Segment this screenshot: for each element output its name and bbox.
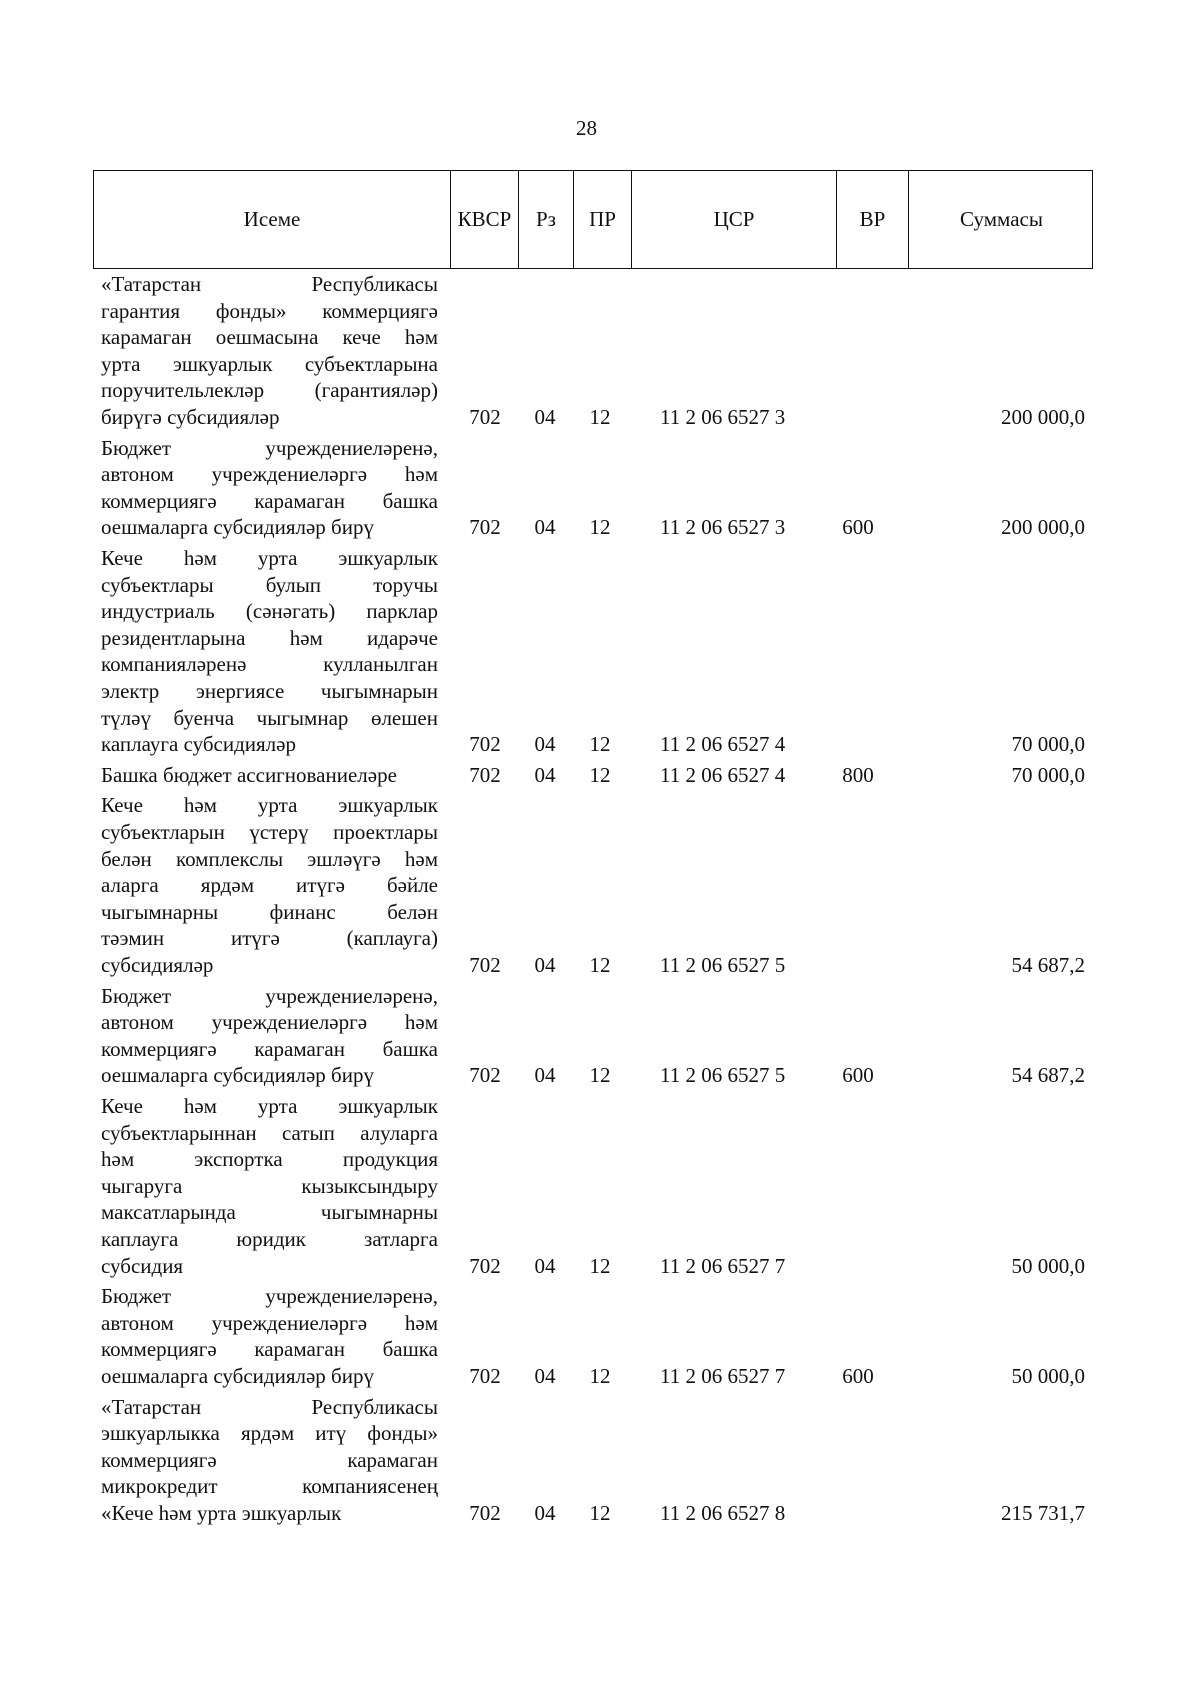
row-name-line: коммерциягә карамаган xyxy=(101,1447,438,1472)
row-name-line: Башка бюджет ассигнованиеләре xyxy=(101,762,397,787)
table-row xyxy=(93,271,1093,431)
row-name-line: түләү буенча чыгымнар өлешен xyxy=(101,705,438,730)
table-row xyxy=(93,435,1093,541)
row-kvsr: 702 xyxy=(469,1253,501,1278)
row-name-line: субъектлары булып торучы xyxy=(101,572,438,597)
row-csr: 11 2 06 6527 7 xyxy=(660,1363,786,1388)
row-sum: 50 000,0 xyxy=(1011,1363,1085,1388)
row-name xyxy=(101,545,438,758)
row-rz: 04 xyxy=(534,1063,556,1088)
row-name-line: автоном учреждениеләргә һәм xyxy=(101,462,438,487)
row-kvsr: 702 xyxy=(469,1500,501,1525)
row-name-line: Кече һәм урта эшкуарлык xyxy=(101,545,438,570)
row-csr: 11 2 06 6527 3 xyxy=(660,515,786,540)
row-rz: 04 xyxy=(534,952,556,977)
row-csr: 11 2 06 6527 5 xyxy=(660,1063,786,1088)
row-csr: 11 2 06 6527 7 xyxy=(660,1253,786,1278)
row-name-line: автоном учреждениеләргә һәм xyxy=(101,1010,438,1035)
row-name-line: чыгымнарны финанс белән xyxy=(101,899,438,924)
row-kvsr: 702 xyxy=(469,1363,501,1388)
row-name-line: компанияләренә кулланылган xyxy=(101,652,438,677)
table-row xyxy=(93,1283,1093,1389)
row-name-line: поручительлекләр (гарантияләр) xyxy=(101,378,438,403)
row-name-line: карамаган оешмасына кече һәм xyxy=(101,325,438,350)
row-sum: 54 687,2 xyxy=(1011,952,1085,977)
table-row xyxy=(93,1093,1093,1279)
row-rz: 04 xyxy=(534,1363,556,1388)
row-name-line: каплауга юридик затларга xyxy=(101,1226,438,1251)
row-csr: 11 2 06 6527 8 xyxy=(660,1500,786,1525)
row-name xyxy=(101,1283,438,1389)
table-header xyxy=(93,170,1093,269)
header-csr: ЦСР xyxy=(632,171,837,268)
row-csr: 11 2 06 6527 4 xyxy=(660,732,786,757)
row-pr: 12 xyxy=(589,405,611,429)
row-csr: 11 2 06 6527 5 xyxy=(660,952,786,977)
header-pr: ПР xyxy=(574,171,632,268)
header-name: Исеме xyxy=(94,171,451,268)
row-name-line: Бюджет учреждениеләренә, xyxy=(101,1284,438,1309)
row-rz: 04 xyxy=(534,732,556,757)
table-body xyxy=(93,271,1093,1527)
row-name-line: белән комплекслы эшләүгә һәм xyxy=(101,846,438,871)
row-name-line: оешмаларга субсидияләр бирү xyxy=(101,1363,374,1388)
row-sum: 70 000,0 xyxy=(1011,762,1085,787)
row-kvsr: 702 xyxy=(469,952,501,977)
table-row xyxy=(93,545,1093,758)
row-sum: 70 000,0 xyxy=(1011,732,1085,757)
row-rz: 04 xyxy=(534,1500,556,1525)
row-vr: 600 xyxy=(842,515,874,540)
row-name xyxy=(101,1093,438,1279)
row-csr: 11 2 06 6527 3 xyxy=(660,405,786,429)
row-name-line: максатларында чыгымнарны xyxy=(101,1200,438,1225)
row-name-line: тәэмин итүгә (каплауга) xyxy=(101,926,438,951)
row-kvsr: 702 xyxy=(469,1063,501,1088)
row-pr: 12 xyxy=(589,762,611,787)
row-name xyxy=(101,435,438,541)
row-name-line: электр энергиясе чыгымнарын xyxy=(101,678,438,703)
row-name-line: коммерциягә карамаган башка xyxy=(101,488,438,513)
header-kvsr: КВСР xyxy=(451,171,519,268)
row-name-line: «Татарстан Республикасы xyxy=(101,1394,438,1419)
table-row xyxy=(93,792,1093,978)
row-rz: 04 xyxy=(534,762,556,787)
row-kvsr: 702 xyxy=(469,405,501,429)
row-name-line: һәм экспортка продукция xyxy=(101,1147,438,1172)
row-name-line: оешмаларга субсидияләр бирү xyxy=(101,1063,374,1088)
row-name-line: чыгаруга кызыксындыру xyxy=(101,1173,438,1198)
row-sum: 200 000,0 xyxy=(1001,405,1085,429)
row-name-line: гарантия фонды» коммерциягә xyxy=(101,298,438,323)
row-name-line: урта эшкуарлык субъектларына xyxy=(101,351,438,376)
row-pr: 12 xyxy=(589,732,611,757)
row-name-line: бирүгә субсидияләр xyxy=(101,404,280,429)
row-name-line: автоном учреждениеләргә һәм xyxy=(101,1310,438,1335)
row-name xyxy=(101,271,438,431)
row-name-line: субъектларыннан сатып алуларга xyxy=(101,1120,438,1145)
row-sum: 50 000,0 xyxy=(1011,1253,1085,1278)
row-name-line: субсидия xyxy=(101,1253,184,1278)
row-name-line: каплауга субсидияләр xyxy=(101,732,296,757)
row-sum: 200 000,0 xyxy=(1001,515,1085,540)
row-pr: 12 xyxy=(589,515,611,540)
row-pr: 12 xyxy=(589,1063,611,1088)
header-sum: Суммасы xyxy=(960,207,1043,231)
page-number: 28 xyxy=(576,116,597,140)
row-rz: 04 xyxy=(534,1253,556,1278)
row-name xyxy=(101,792,438,978)
row-vr: 800 xyxy=(842,762,874,787)
row-name-line: Бюджет учреждениеләренә, xyxy=(101,983,438,1008)
row-pr: 12 xyxy=(589,952,611,977)
row-sum: 215 731,7 xyxy=(1001,1500,1085,1525)
row-kvsr: 702 xyxy=(469,762,501,787)
row-name-line: коммерциягә карамаган башка xyxy=(101,1337,438,1362)
row-name-line: индустриаль (сәнәгать) парклар xyxy=(101,599,438,624)
header-vr: ВР xyxy=(837,171,909,268)
row-name-line: оешмаларга субсидияләр бирү xyxy=(101,515,374,540)
row-name-line: резидентларына һәм идарәче xyxy=(101,625,438,650)
row-name-line: аларга ярдәм итүгә бәйле xyxy=(101,873,438,898)
row-csr: 11 2 06 6527 4 xyxy=(660,762,786,787)
row-name-line: Кече һәм урта эшкуарлык xyxy=(101,793,438,818)
table-row xyxy=(93,1394,1093,1527)
row-name xyxy=(101,762,438,789)
row-vr: 600 xyxy=(842,1063,874,1088)
row-rz: 04 xyxy=(534,515,556,540)
budget-table xyxy=(93,170,1093,1527)
row-name xyxy=(101,1394,438,1527)
row-pr: 12 xyxy=(589,1500,611,1525)
row-sum: 54 687,2 xyxy=(1011,1063,1085,1088)
row-name xyxy=(101,983,438,1089)
row-name-line: субъектларын үстерү проектлары xyxy=(101,819,438,844)
row-kvsr: 702 xyxy=(469,732,501,757)
row-name-line: Бюджет учреждениеләренә, xyxy=(101,435,438,460)
row-pr: 12 xyxy=(589,1363,611,1388)
row-kvsr: 702 xyxy=(469,515,501,540)
row-vr: 600 xyxy=(842,1363,874,1388)
row-name-line: микрокредит компаниясенең xyxy=(101,1474,438,1499)
row-name-line: субсидияләр xyxy=(101,952,214,977)
table-row xyxy=(93,983,1093,1089)
row-rz: 04 xyxy=(534,405,556,429)
row-name-line: Кече һәм урта эшкуарлык xyxy=(101,1093,438,1118)
header-rz: Рз xyxy=(519,171,574,268)
row-pr: 12 xyxy=(589,1253,611,1278)
row-name-line: эшкуарлыкка ярдәм итү фонды» xyxy=(101,1421,438,1446)
row-name-line: «Кече һәм урта эшкуарлык xyxy=(101,1500,342,1525)
row-name-line: коммерциягә карамаган башка xyxy=(101,1036,438,1061)
row-name-line: «Татарстан Республикасы xyxy=(101,272,438,296)
table-row xyxy=(93,762,1093,789)
